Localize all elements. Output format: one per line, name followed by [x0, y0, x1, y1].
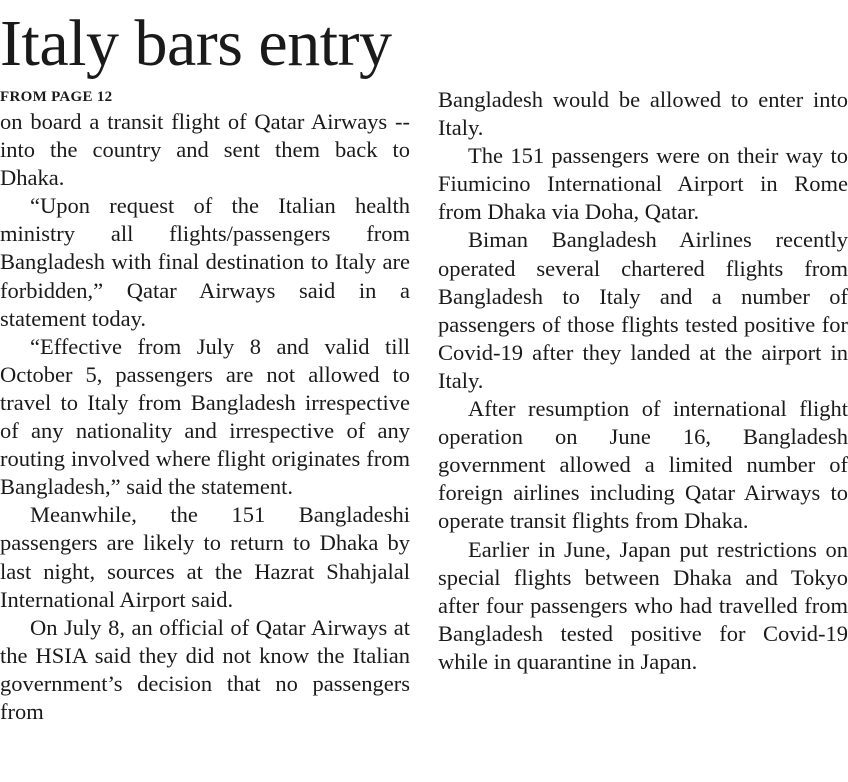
jump-line: FROM PAGE 12 [0, 89, 113, 105]
paragraph: Biman Bangladesh Airlines recently operated several chartered flights from Bangladesh to Italy and a number of passengers of those flights tested positive for Covid-19 after they landed at the airport in Italy. [438, 227, 848, 393]
paragraph: Meanwhile, the 151 Bangladeshi passengers are likely to return to Dhaka by last night, sources at the Hazrat Shahjalal International Airport said. [0, 502, 410, 612]
paragraph: The 151 passengers were on their way to Fiumicino International Airport in Rome from Dhaka via Doha, Qatar. [438, 143, 848, 225]
article-column-right [438, 86, 848, 676]
paragraph: “Effective from July 8 and valid till October 5, passengers are not allowed to travel to Italy from Bangladesh irrespective of any nationality and irrespective of any routing involved where flight originates from Bangladesh,” said the statement. [0, 333, 410, 500]
paragraph: “Upon request of the Italian health ministry all flights/passengers from Bangladesh with final destination to Italy are forbidden,” Qatar Airways said in a statement today. [0, 193, 410, 331]
article-column-left [0, 86, 410, 726]
paragraph: After resumption of international flight operation on June 16, Bangladesh government allowed a limited number of foreign airlines including Qatar Airways to operate transit flights from Dhaka. [438, 396, 848, 534]
headline: Italy bars entry [0, 7, 392, 80]
paragraph: Earlier in June, Japan put restrictions on special flights between Dhaka and Tokyo after four passengers who had travelled from Bangladesh tested positive for Covid-19 while in quarantine in Japan. [438, 536, 848, 674]
paragraph: on board a transit flight of Qatar Airways -- into the country and sent them back to Dhaka. [0, 109, 410, 191]
paragraph: On July 8, an official of Qatar Airways at the HSIA said they did not know the Italian government’s decision that no passengers from [0, 614, 410, 724]
paragraph: Bangladesh would be allowed to enter into Italy. [438, 87, 848, 141]
